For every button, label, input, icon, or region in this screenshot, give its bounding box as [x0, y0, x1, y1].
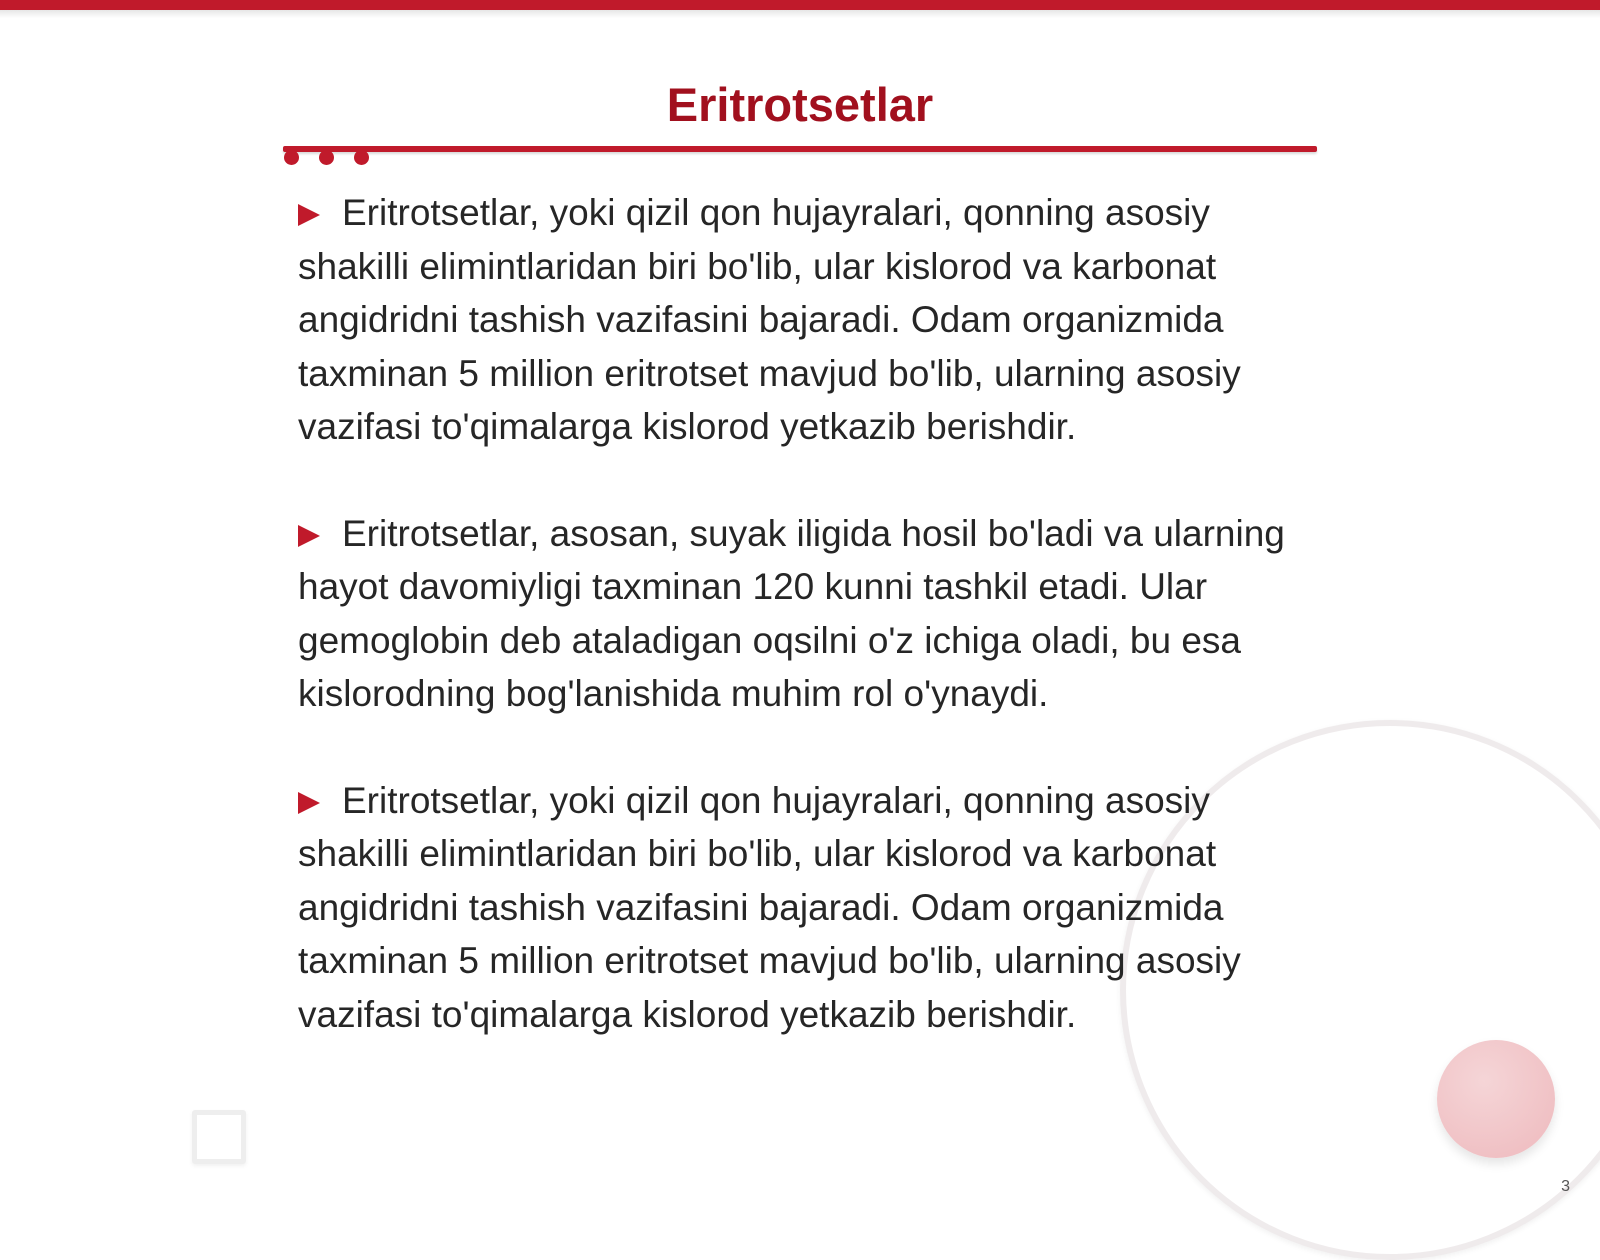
underline-dot-1 — [284, 150, 299, 165]
page-number: 3 — [1561, 1178, 1570, 1195]
top-accent-bar-shadow — [0, 10, 1600, 18]
decorative-square — [192, 1110, 246, 1164]
bullet-text: Eritrotsetlar, yoki qizil qon hujayralari, qonning asosiy shakilli elimintlaridan biri bo'lib, ular kislorod va karbonat angidridni tashish vazifasini bajaradi. Odam organizmida taxminan 5 million eritrotset mavjud bo'lib, ularning asosiy vazifasi to'qimalarga kislorod yetkazib berishdir. — [298, 779, 1241, 1035]
bullet-item — [298, 774, 1298, 1042]
underline-dot-3 — [354, 150, 369, 165]
bullet-list — [298, 186, 1298, 1094]
bullet-item — [298, 186, 1298, 454]
decorative-circle-filled — [1437, 1040, 1555, 1158]
triangle-right-icon — [298, 792, 320, 814]
bullet-text: Eritrotsetlar, yoki qizil qon hujayralari, qonning asosiy shakilli elimintlaridan biri bo'lib, ular kislorod va karbonat angidridni tashish vazifasini bajaradi. Odam organizmida taxminan 5 million eritrotset mavjud bo'lib, ularning asosiy vazifasi to'qimalarga kislorod yetkazib berishdir. — [298, 192, 1241, 447]
bullet-text: Eritrotsetlar, asosan, suyak iligida hosil bo'ladi va ularning hayot davomiyligi taxminan 120 kunni tashkil etadi. Ular gemoglobin deb ataladigan oqsilni o'z ichiga oladi, bu esa kislorodning bog'lanishida muhim rol o'ynaydi. — [298, 512, 1285, 714]
bullet-item — [298, 507, 1298, 721]
triangle-right-icon — [298, 525, 320, 547]
triangle-right-icon — [298, 204, 320, 226]
slide-title: Eritrotsetlar — [666, 78, 934, 131]
underline-dot-2 — [319, 150, 334, 165]
title-underline — [283, 146, 1317, 152]
top-accent-bar — [0, 0, 1600, 10]
